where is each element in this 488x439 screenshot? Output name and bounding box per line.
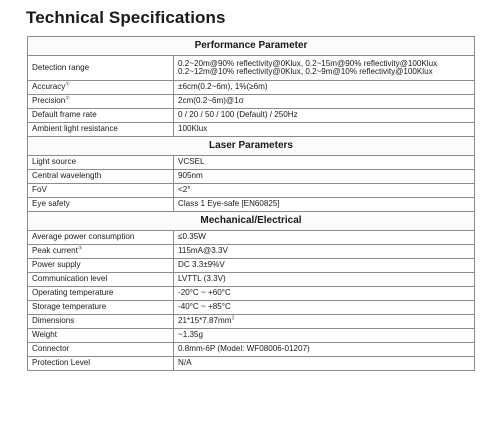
spec-value — [178, 233, 470, 242]
spec-label-cell — [28, 231, 174, 245]
spec-value — [178, 125, 470, 134]
spec-label: Light source — [32, 157, 77, 167]
spec-label: Eye safety — [32, 199, 70, 209]
spec-label: Communication level — [32, 274, 108, 284]
spec-value-text: -40°C ~ +85°C — [178, 302, 231, 312]
spec-table — [27, 36, 475, 371]
spec-label-cell — [28, 357, 174, 371]
spec-value-text: 2cm(0.2~6m)@1σ — [178, 96, 244, 106]
spec-row-protection-level — [28, 357, 475, 371]
spec-value — [178, 83, 470, 92]
spec-value-cell — [174, 259, 475, 273]
spec-value-text: 21*15*7.87mm — [178, 316, 232, 326]
spec-label-cell — [28, 287, 174, 301]
footnote-marker: ① — [65, 81, 70, 88]
spec-label-cell — [28, 343, 174, 357]
spec-label-cell — [28, 245, 174, 259]
spec-label-cell — [28, 123, 174, 137]
spec-row-weight — [28, 329, 475, 343]
spec-value — [178, 68, 470, 77]
spec-value-text: DC 3.3±9%V — [178, 260, 225, 270]
page-title: Technical Specifications — [26, 8, 226, 27]
spec-label: Connector — [32, 344, 70, 354]
spec-value — [178, 345, 470, 354]
spec-label-cell — [28, 56, 174, 81]
spec-row-communication-level — [28, 273, 475, 287]
spec-value-text: 0.8mm-6P (Model: WF08006-01207) — [178, 344, 310, 354]
spec-label: Storage temperature — [32, 302, 107, 312]
spec-row-storage-temperature — [28, 301, 475, 315]
section-header-row — [28, 37, 475, 56]
spec-row-detection-range — [28, 56, 475, 81]
spec-value-cell — [174, 329, 475, 343]
spec-label: Power supply — [32, 260, 81, 270]
section-header-row — [28, 137, 475, 156]
spec-label: Operating temperature — [32, 288, 114, 298]
spec-value-cell — [174, 170, 475, 184]
spec-label: Precision — [32, 96, 66, 106]
spec-value — [178, 331, 470, 340]
spec-label: Average power consumption — [32, 232, 135, 242]
footnote-marker: ② — [65, 95, 70, 102]
spec-value-cell — [174, 357, 475, 371]
spec-value-text: 100Klux — [178, 124, 208, 134]
spec-value — [178, 186, 470, 195]
spec-row-peak-current — [28, 245, 475, 259]
spec-value-text: 115mA@3.3V — [178, 246, 228, 256]
spec-value-text: LVTTL (3.3V) — [178, 274, 226, 284]
spec-value-cell — [174, 315, 475, 329]
spec-label-cell — [28, 95, 174, 109]
spec-row-accuracy — [28, 81, 475, 95]
spec-label: Detection range — [32, 62, 90, 72]
spec-label-cell — [28, 198, 174, 212]
spec-value — [178, 317, 470, 326]
spec-value-text: 0.2~20m@90% reflectivity@0Klux, 0.2~15m@90% reflectivity@100Klux — [178, 58, 438, 68]
spec-row-power-supply — [28, 259, 475, 273]
spec-label-cell — [28, 170, 174, 184]
unit-superscript: 3 — [231, 315, 235, 322]
spec-value — [178, 289, 470, 298]
spec-value-cell — [174, 245, 475, 259]
spec-row-average-power-consumption — [28, 231, 475, 245]
spec-value — [178, 200, 470, 209]
spec-value — [178, 158, 470, 167]
spec-value-text: ≤0.35W — [178, 232, 206, 242]
spec-value-cell — [174, 287, 475, 301]
spec-value-cell — [174, 343, 475, 357]
spec-value-cell — [174, 81, 475, 95]
spec-value-text: 905nm — [178, 171, 203, 181]
spec-value — [178, 172, 470, 181]
spec-value-text: <2° — [178, 185, 191, 195]
spec-value-cell — [174, 301, 475, 315]
spec-row-connector — [28, 343, 475, 357]
section-heading-laser-parameters: Laser Parameters — [28, 137, 475, 156]
spec-value-text: Class 1 Eye-safe [EN60825] — [178, 199, 280, 209]
spec-row-precision — [28, 95, 475, 109]
spec-label-cell — [28, 156, 174, 170]
spec-label: FoV — [32, 185, 47, 195]
spec-value — [178, 275, 470, 284]
spec-value — [178, 111, 470, 120]
spec-row-central-wavelength — [28, 170, 475, 184]
spec-value-cell — [174, 56, 475, 81]
spec-label: Dimensions — [32, 316, 75, 326]
spec-row-ambient-light-resistance — [28, 123, 475, 137]
spec-label-cell — [28, 81, 174, 95]
spec-value-cell — [174, 184, 475, 198]
section-heading-performance-parameter: Performance Parameter — [28, 37, 475, 56]
spec-value — [178, 359, 470, 368]
spec-row-dimensions — [28, 315, 475, 329]
spec-label: Accuracy — [32, 82, 66, 92]
spec-value-cell — [174, 95, 475, 109]
spec-row-fov — [28, 184, 475, 198]
spec-label: Central wavelength — [32, 171, 102, 181]
spec-label-cell — [28, 259, 174, 273]
spec-label-cell — [28, 315, 174, 329]
spec-value-cell — [174, 123, 475, 137]
spec-value-text: ±6cm(0.2~6m), 1%(≥6m) — [178, 82, 268, 92]
spec-label-cell — [28, 109, 174, 123]
spec-label: Protection Level — [32, 358, 91, 368]
section-heading-mechanical-electrical: Mechanical/Electrical — [28, 212, 475, 231]
spec-value-text: VCSEL — [178, 157, 205, 167]
spec-value-cell — [174, 109, 475, 123]
spec-label-cell — [28, 273, 174, 287]
spec-value-text: 0 / 20 / 50 / 100 (Default) / 250Hz — [178, 110, 298, 120]
spec-value-text: -20°C ~ +60°C — [178, 288, 231, 298]
spec-value-cell — [174, 198, 475, 212]
spec-label: Default frame rate — [32, 110, 97, 120]
footnote-marker: ③ — [77, 245, 83, 252]
spec-value-cell — [174, 273, 475, 287]
spec-table-body — [28, 37, 475, 371]
spec-value — [178, 303, 470, 312]
spec-label: Weight — [32, 330, 58, 340]
spec-row-eye-safety — [28, 198, 475, 212]
spec-label-cell — [28, 184, 174, 198]
spec-row-light-source — [28, 156, 475, 170]
spec-value-cell — [174, 231, 475, 245]
spec-value-cell — [174, 156, 475, 170]
spec-value-text: N/A — [178, 358, 192, 368]
spec-value-text: 0.2~12m@10% reflectivity@0Klux, 0.2~9m@10% reflectivity@100Klux — [178, 67, 433, 76]
spec-value — [178, 97, 470, 106]
spec-value — [178, 247, 470, 256]
spec-value — [178, 261, 470, 270]
spec-label: Peak current — [32, 246, 78, 256]
spec-label-cell — [28, 301, 174, 315]
spec-row-operating-temperature — [28, 287, 475, 301]
section-header-row — [28, 212, 475, 231]
spec-row-default-frame-rate — [28, 109, 475, 123]
spec-value-text: ~1.35g — [178, 330, 203, 340]
spec-label: Ambient light resistance — [32, 124, 118, 134]
spec-label-cell — [28, 329, 174, 343]
